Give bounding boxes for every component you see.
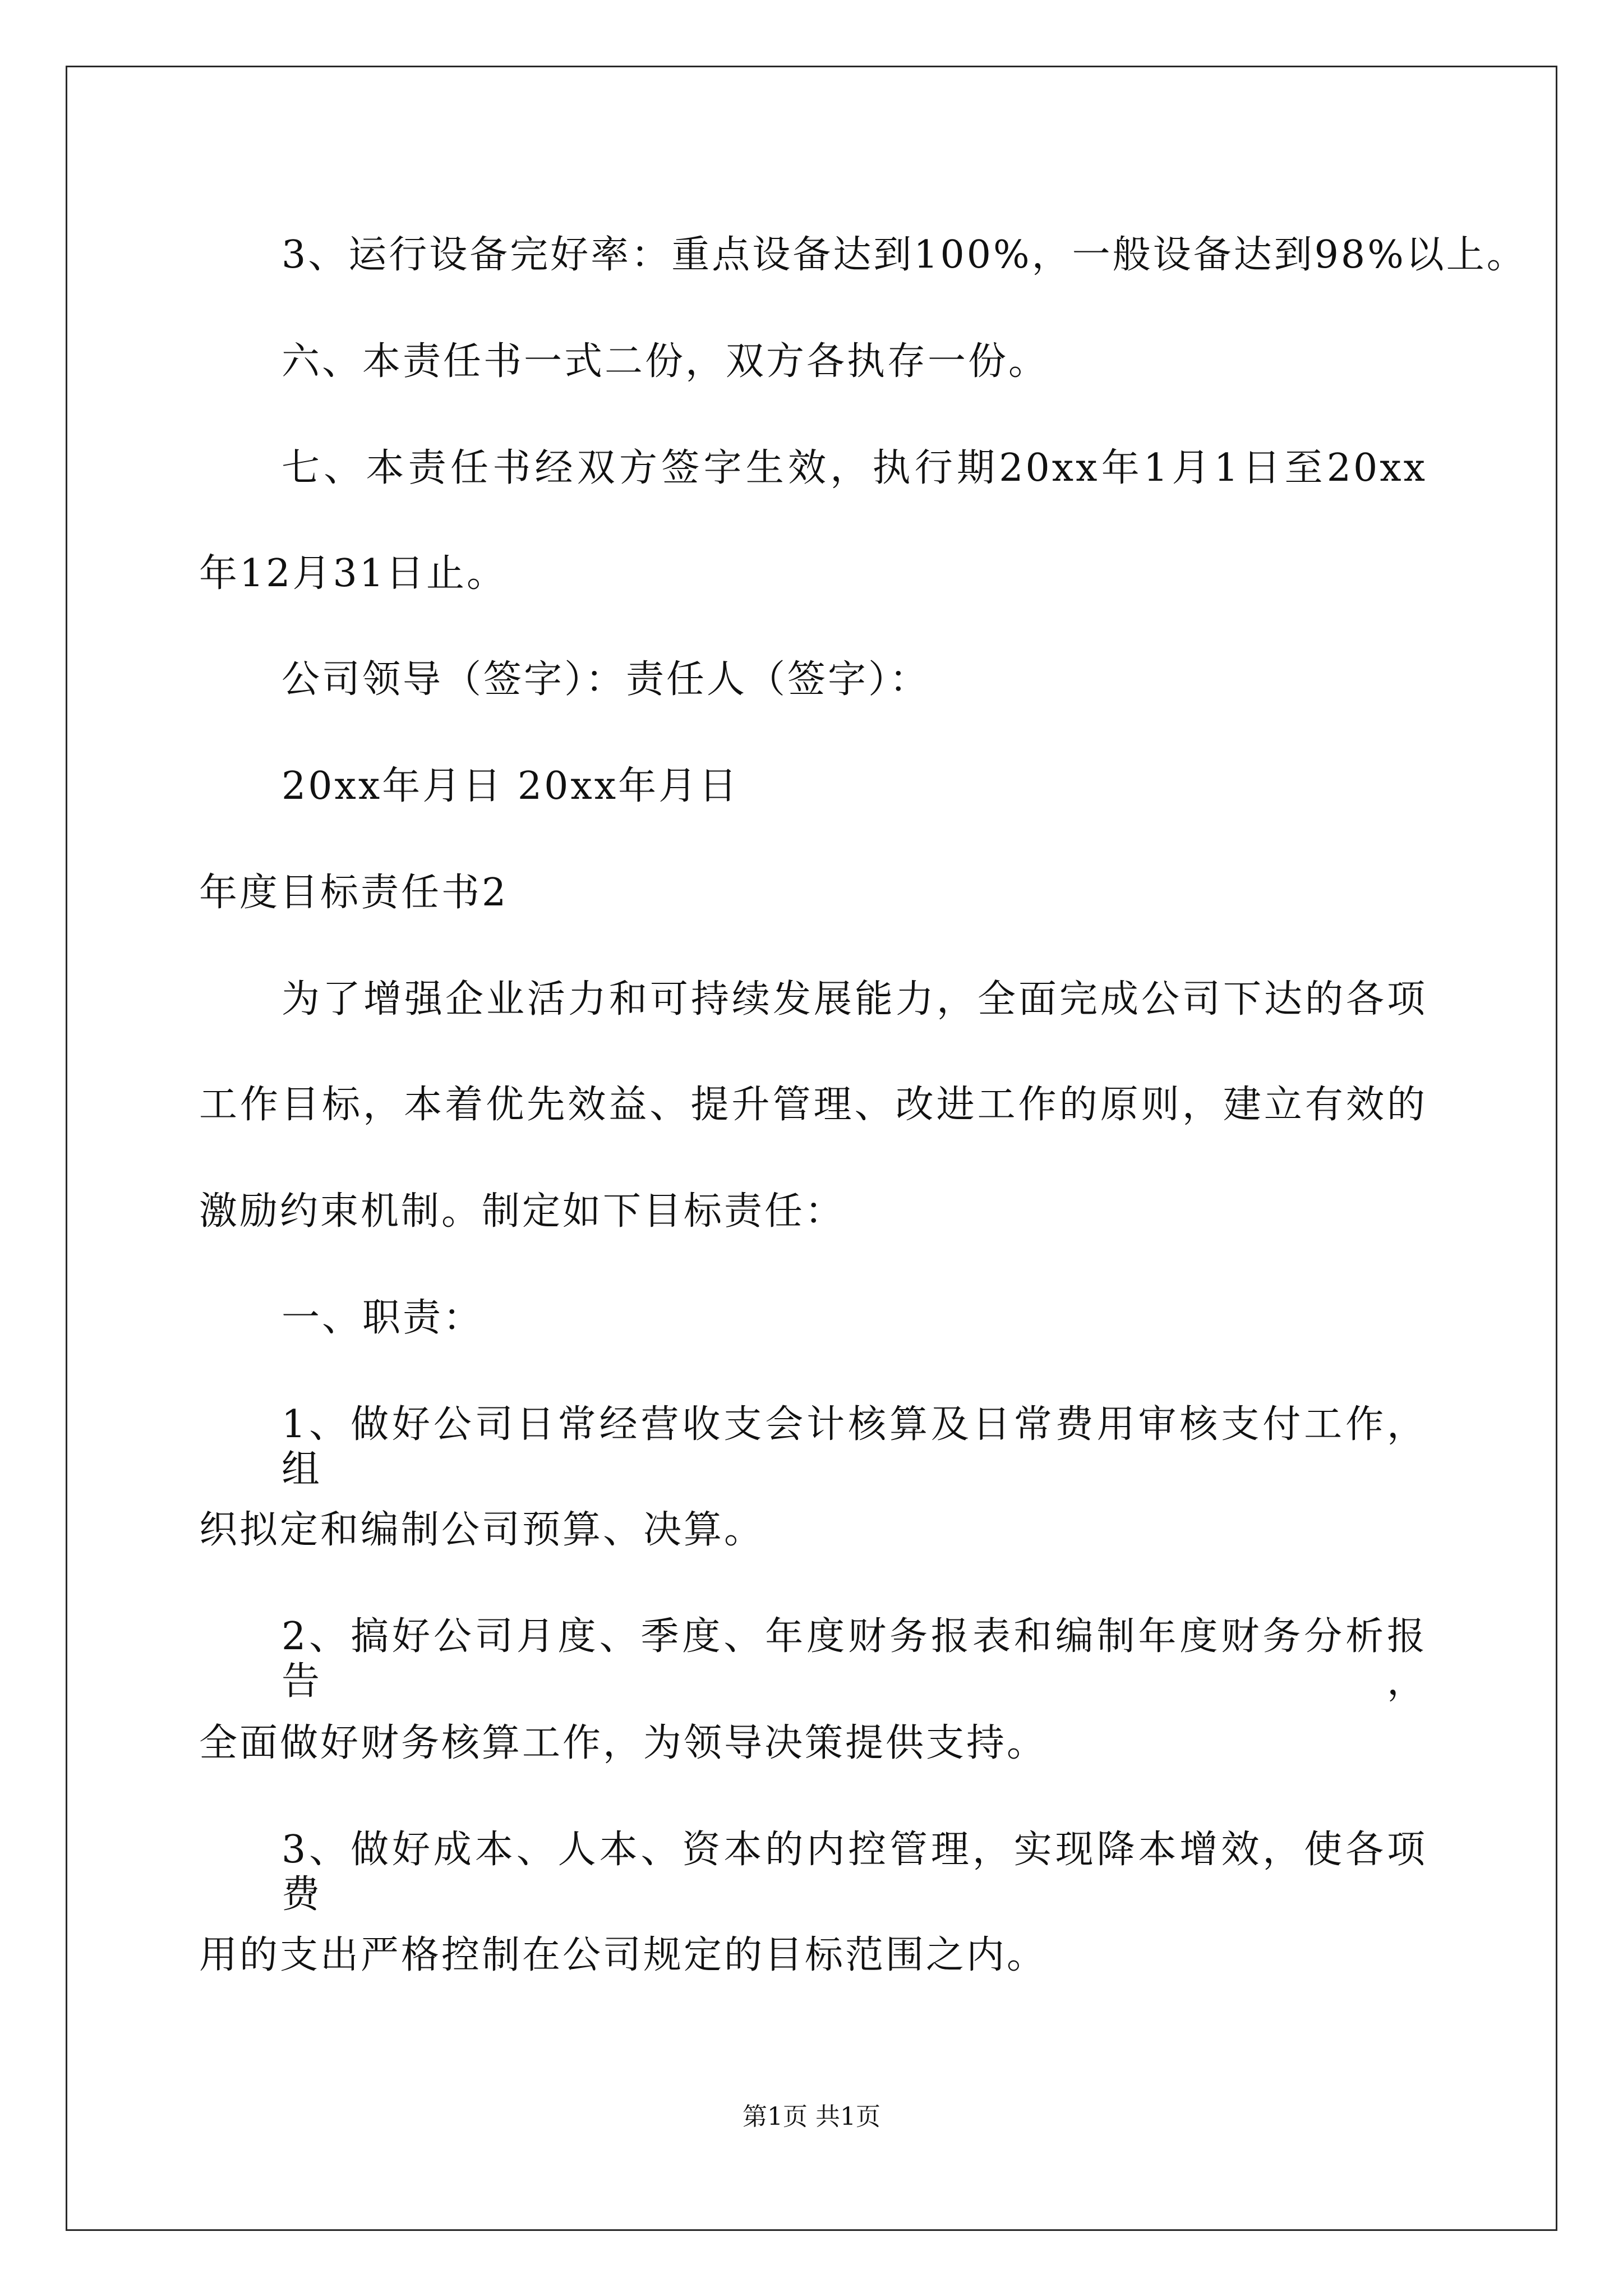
paragraph-line: 用的支出严格控制在公司规定的目标范围之内。 [199, 1933, 1048, 1977]
paragraph-line: 激励约束机制。制定如下目标责任： [199, 1189, 846, 1234]
paragraph-line: 一、职责： [282, 1296, 484, 1340]
paragraph-line: 为了增强企业活力和可持续发展能力，全面完成公司下达的各项 [282, 977, 1427, 1022]
paragraph-line: 3、运行设备完好率：重点设备达到100%，一般设备达到98%以上。 [282, 233, 1527, 277]
paragraph-line: 年12月31日止。 [199, 551, 508, 596]
paragraph-line: 工作目标，本着优先效益、提升管理、改进工作的原则，建立有效的 [199, 1083, 1427, 1127]
page-footer: 第1页 共1页 [743, 2102, 880, 2131]
paragraph-line: 2、搞好公司月度、季度、年度财务报表和编制年度财务分析报告， [282, 1614, 1427, 1704]
paragraph-line: 1、做好公司日常经营收支会计核算及日常费用审核支付工作，组 [282, 1402, 1427, 1492]
paragraph-line: 六、本责任书一式二份，双方各执存一份。 [282, 339, 1049, 384]
paragraph-line: 3、做好成本、人本、资本的内控管理，实现降本增效，使各项费 [282, 1828, 1427, 1917]
signature-line: 公司领导（签字）：责任人（签字）： [282, 657, 930, 702]
date-line: 20xx年月日 20xx年月日 [282, 764, 740, 808]
section-title: 年度目标责任书2 [199, 871, 509, 915]
paragraph-line: 织拟定和编制公司预算、决算。 [199, 1508, 765, 1552]
paragraph-line: 全面做好财务核算工作，为领导决策提供支持。 [199, 1721, 1048, 1765]
paragraph-line: 七、本责任书经双方签字生效，执行期20xx年1月1日至20xx [282, 446, 1427, 490]
